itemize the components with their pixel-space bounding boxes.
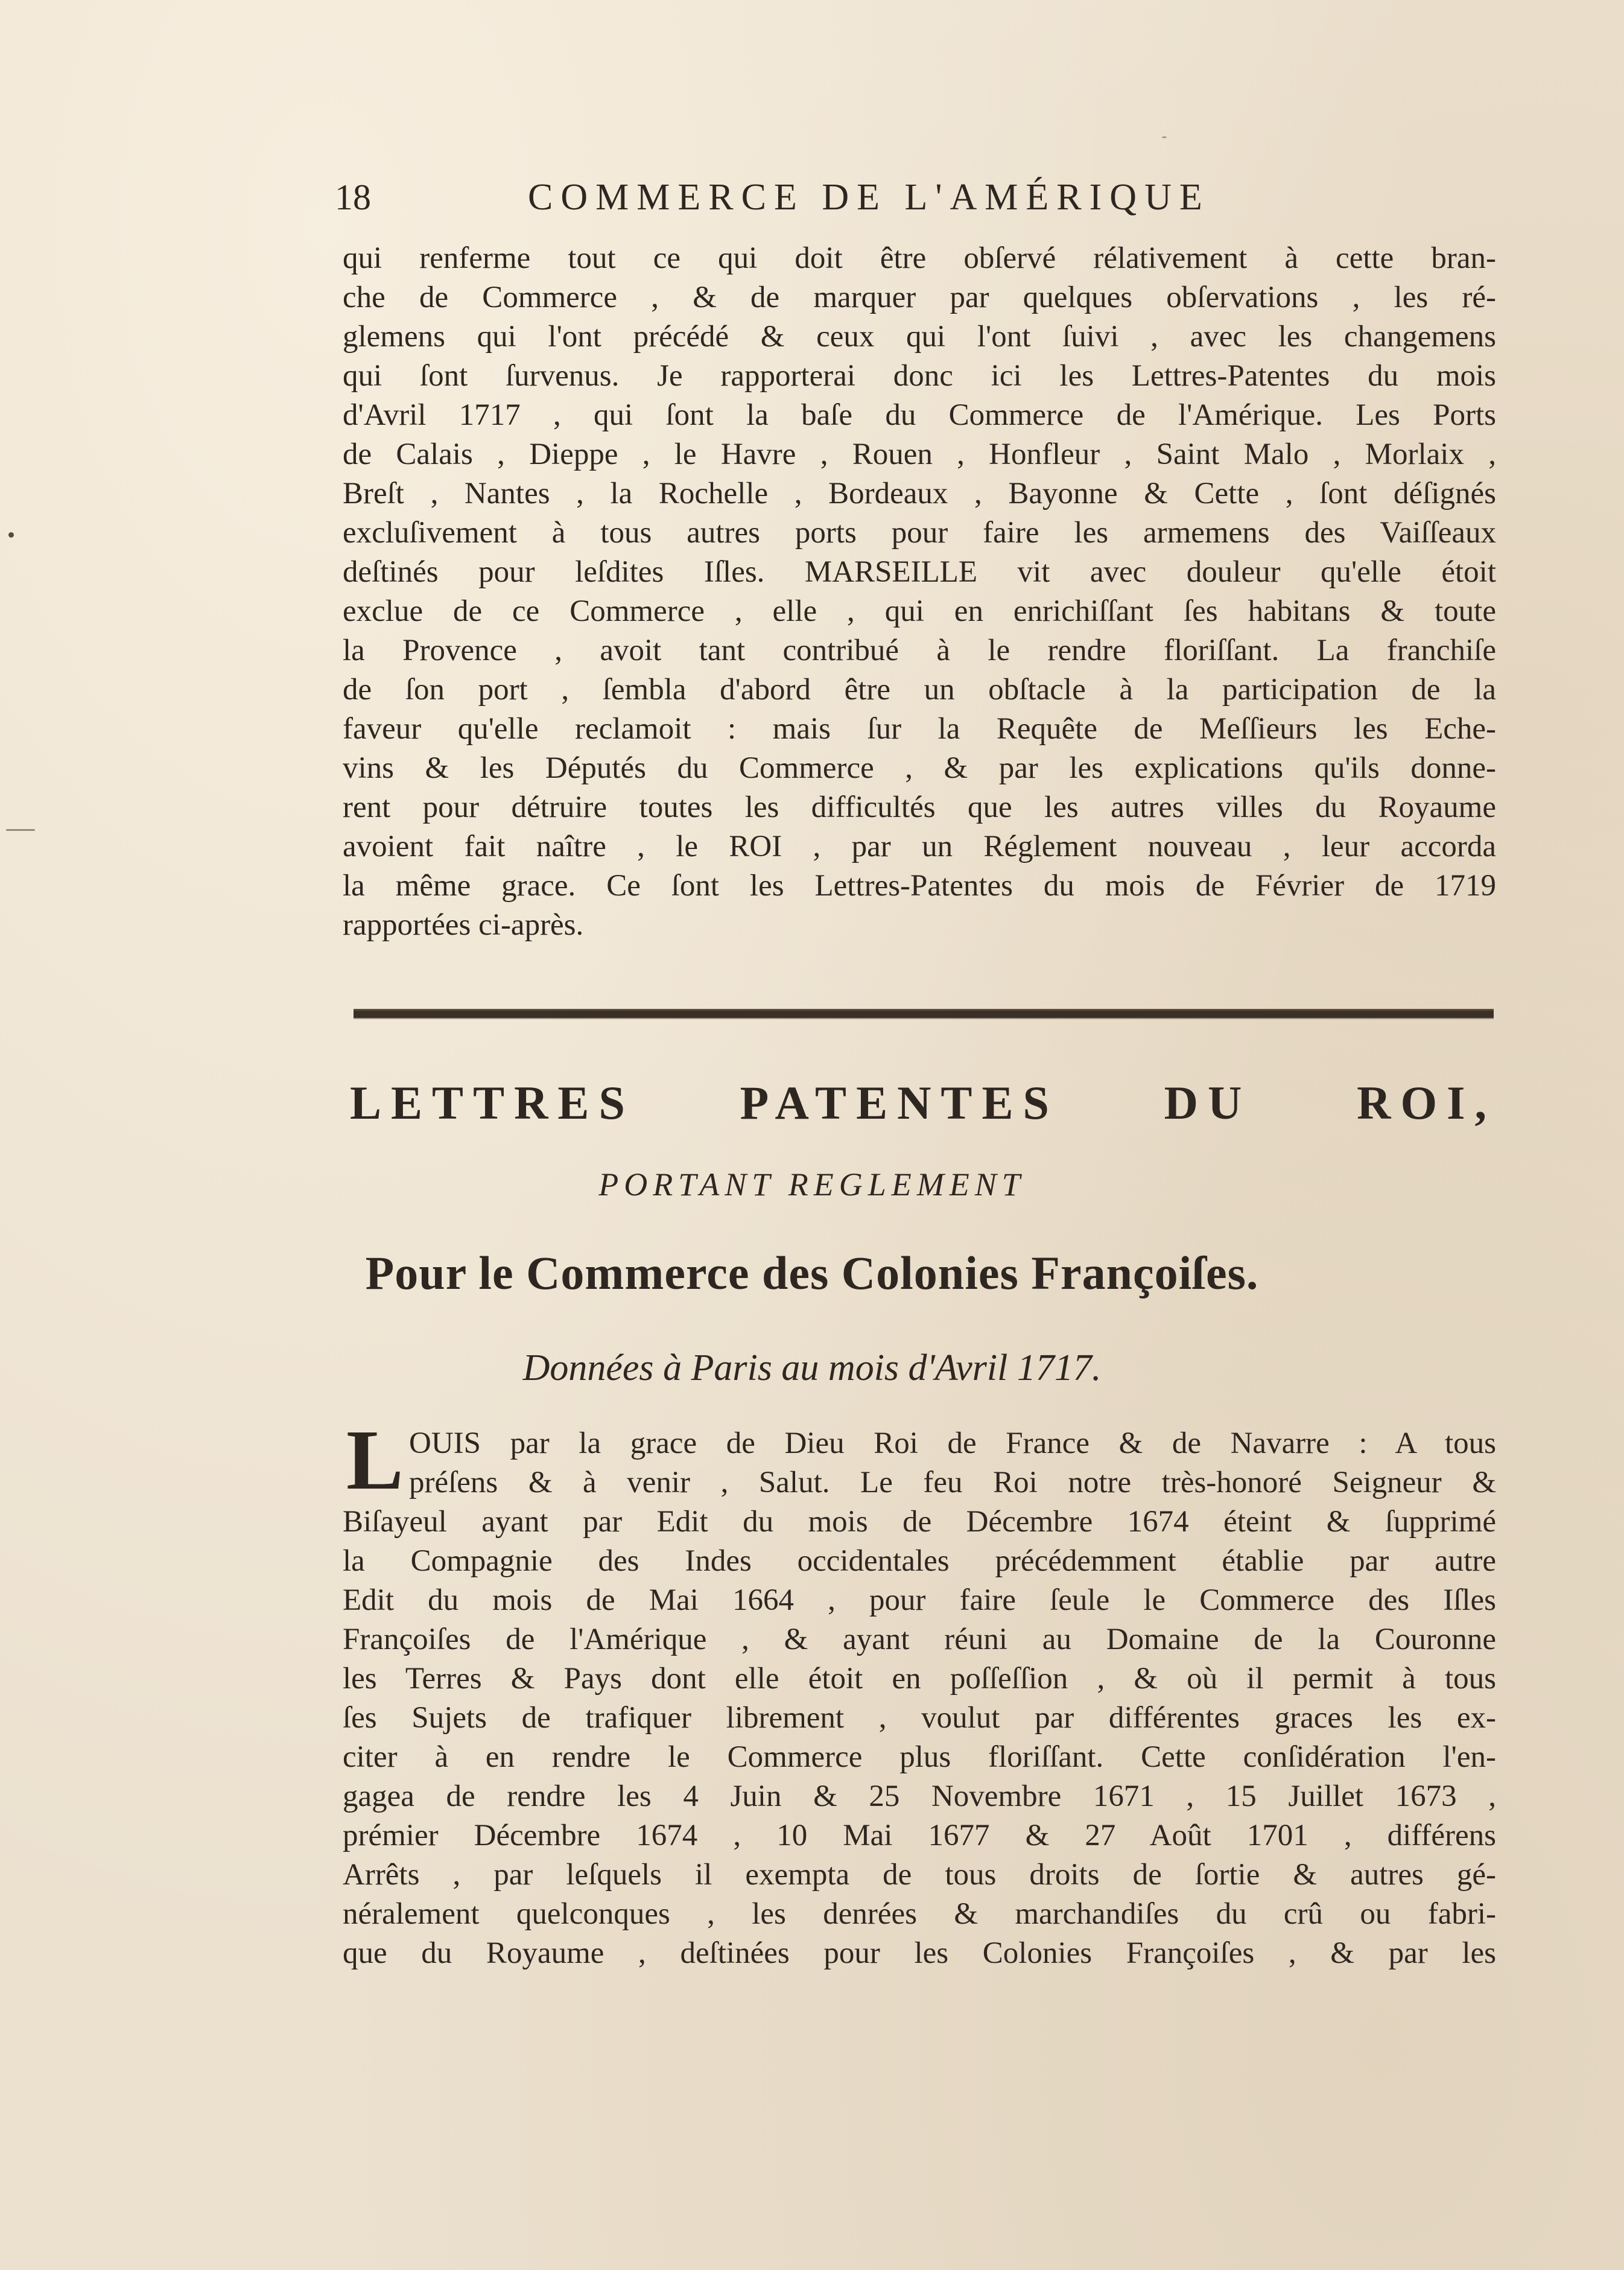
text-line: rent pour détruire toutes les difficultés que les autres villes du Royaume (343, 790, 1496, 824)
text-line: la Compagnie des Indes occidentales précédemment établie par autre (343, 1544, 1496, 1578)
text-line: Biſayeul ayant par Edit du mois de Décembre 1674 éteint & ſupprimé (343, 1505, 1496, 1539)
text-line: qui renferme tout ce qui doit être obſervé rélativement à cette bran- (343, 241, 1496, 275)
text-line: exclue de ce Commerce , elle , qui en enrichiſſant ſes habitans & toute (343, 594, 1496, 628)
text-line: la Provence , avoit tant contribué à le rendre floriſſant. La franchiſe (343, 634, 1496, 667)
running-title: COMMERCE DE L'AMÉRIQUE (528, 177, 1210, 218)
page-number: 18 (335, 177, 371, 217)
text-line: rapportées ci-après. (343, 908, 584, 942)
text-line: citer à en rendre le Commerce plus floriſſant. Cette conſidération l'en- (343, 1740, 1496, 1774)
text-line: Françoiſes de l'Amérique , & ayant réuni au Domaine de la Couronne (343, 1623, 1496, 1656)
ornamental-rule (354, 1009, 1494, 1018)
text-line: vins & les Députés du Commerce , & par les explications qu'ils donne- (343, 751, 1496, 785)
text-line: che de Commerce , & de marquer par quelques obſervations , les ré- (343, 281, 1496, 314)
intro-paragraph (343, 239, 1496, 945)
drop-cap: L (346, 1412, 404, 1507)
text-line: ſes Sujets de trafiquer librement , voulut par différentes graces les ex- (343, 1701, 1496, 1735)
text-line: préſens & à venir , Salut. Le feu Roi notre très-honoré Seigneur & (409, 1466, 1496, 1499)
text-line: Arrêts , par leſquels il exempta de tous droits de ſortie & autres gé- (343, 1858, 1496, 1892)
document-subtitle: PORTANT REGLEMENT (598, 1166, 1026, 1203)
document-date-line: Données à Paris au mois d'Avril 1717. (522, 1347, 1102, 1388)
text-line: que du Royaume , deſtinées pour les Colonies Françoiſes , & par les (343, 1936, 1496, 1970)
running-head (335, 170, 1312, 224)
text-line: Breſt , Nantes , la Rochelle , Bordeaux , Bayonne & Cette , ſont déſignés (343, 477, 1496, 510)
text-line: de ſon port , ſembla d'abord être un obſtacle à la participation de la (343, 673, 1496, 707)
text-line: qui ſont ſurvenus. Je rapporterai donc ici les Lettres-Patentes du mois (343, 359, 1496, 393)
text-line: deſtinés pour leſdites Iſles. MARSEILLE vit avec douleur qu'elle étoit (343, 555, 1496, 589)
text-line: faveur qu'elle reclamoit : mais ſur la Requête de Meſſieurs les Eche- (343, 712, 1496, 746)
text-line: d'Avril 1717 , qui ſont la baſe du Commerce de l'Amérique. Les Ports (343, 398, 1496, 432)
text-line: Edit du mois de Mai 1664 , pour faire ſeule le Commerce des Iſles (343, 1583, 1496, 1617)
text-line: OUIS par la grace de Dieu Roi de France & de Navarre : A tous (409, 1426, 1496, 1460)
paper-speck (1162, 136, 1167, 138)
text-line: glemens qui l'ont précédé & ceux qui l'ont ſuivi , avec les changemens (343, 320, 1496, 354)
text-line: la même grace. Ce ſont les Lettres-Patentes du mois de Février de 1719 (343, 869, 1496, 903)
paper-speck (8, 532, 14, 538)
text-line: les Terres & Pays dont elle étoit en poſſeſſion , & où il permit à tous (343, 1662, 1496, 1696)
text-line: prémier Décembre 1674 , 10 Mai 1677 & 27 Août 1701 , différens (343, 1819, 1496, 1852)
text-line: de Calais , Dieppe , le Havre , Rouen , Honfleur , Saint Malo , Morlaix , (343, 437, 1496, 471)
text-line: avoient fait naître , le ROI , par un Réglement nouveau , leur accorda (343, 830, 1496, 863)
text-line: excluſivement à tous autres ports pour faire les armemens des Vaiſſeaux (343, 516, 1496, 550)
text-line: gagea de rendre les 4 Juin & 25 Novembre 1671 , 15 Juillet 1673 , (343, 1779, 1496, 1813)
letter-paragraph (343, 1424, 1496, 1973)
text-line: néralement quelconques , les denrées & marchandiſes du crû ou fabri- (343, 1897, 1496, 1931)
document-title: Pour le Commerce des Colonies Françoiſes. (365, 1247, 1259, 1299)
paper-speck (6, 829, 35, 831)
document-main-heading: LETTRES PATENTES DU ROI, (350, 1076, 1496, 1129)
